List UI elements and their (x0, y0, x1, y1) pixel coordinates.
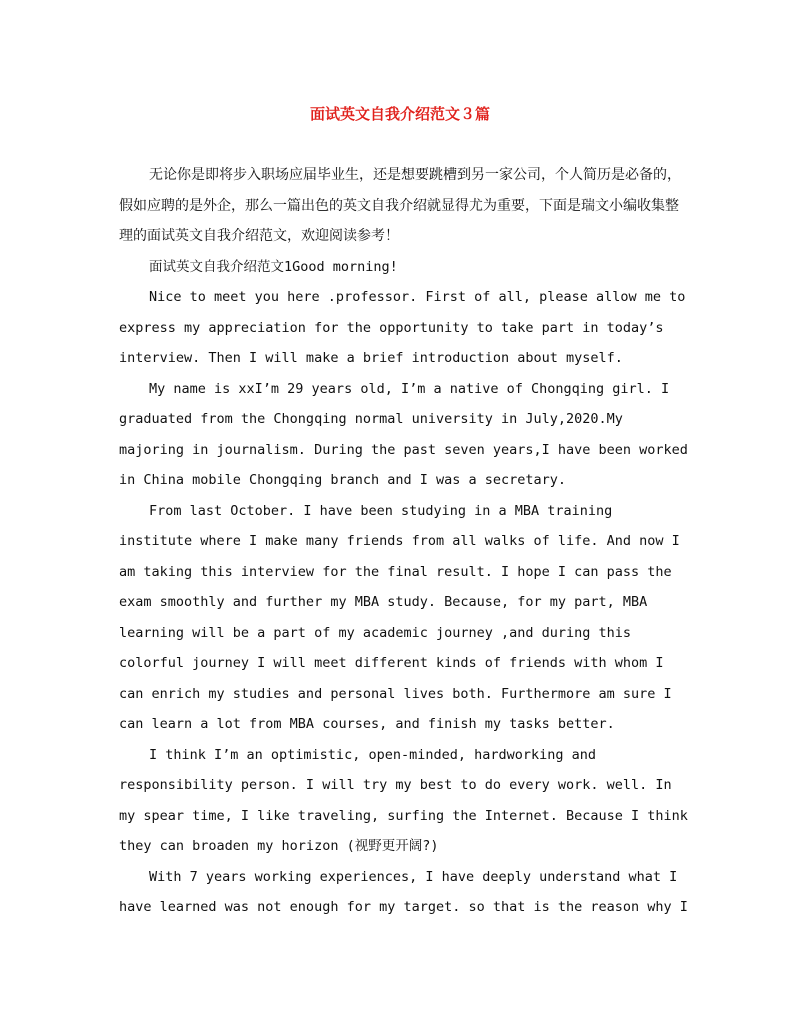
sample-heading-paragraph: 面试英文自我介绍范文1Good morning! (149, 258, 398, 275)
document-title: 面试英文自我介绍范文３篇 (309, 105, 490, 123)
body-paragraph: From last October. I have been studying in a MBA training institute where I make many friends from all walks of life. And now I am taking this interview for the final result. I hope I can pass the exam smoothly and further my MBA study. Because, for my part, MBA learning will be a part of my academic journey ,and during this colorful journey I will meet different kinds of friends with whom I can enrich my studies and personal lives both. Furthermore am sure I can learn a lot from MBA courses, and finish my tasks better. (119, 502, 688, 732)
body-paragraph: With 7 years working experiences, I have deeply understand what I have learned was not enough for my target. so that is the reason why I (119, 868, 688, 915)
document-body (119, 160, 697, 923)
intro-paragraph: 无论你是即将步入职场应届毕业生，还是想要跳槽到另一家公司，个人简历是必备的，假如应聘的是外企，那么一篇出色的英文自我介绍就显得尤为重要，下面是瑞文小编收集整理的面试英文自我介绍范文，欢迎阅读参考！ (119, 167, 681, 244)
body-paragraph: Nice to meet you here .professor. First of all, please allow me to express my appreciation for the opportunity to take part in today’s interview. Then I will make a brief introduction about myself. (119, 289, 694, 366)
body-paragraph: My name is xxI’m 29 years old, I’m a native of Chongqing girl. I graduated from the Chongqing normal university in July,2020.My majoring in journalism. During the past seven years,I have been worked in China mobile Chongqing branch and I was a secretary. (119, 380, 697, 488)
body-paragraph: I think I’m an optimistic, open-minded, hardworking and responsibility person. I will try my best to do every work. well. In my spear time, I like traveling, surfing the Internet. Because I think they can broaden my horizon (视野更开阔?) (119, 746, 697, 854)
